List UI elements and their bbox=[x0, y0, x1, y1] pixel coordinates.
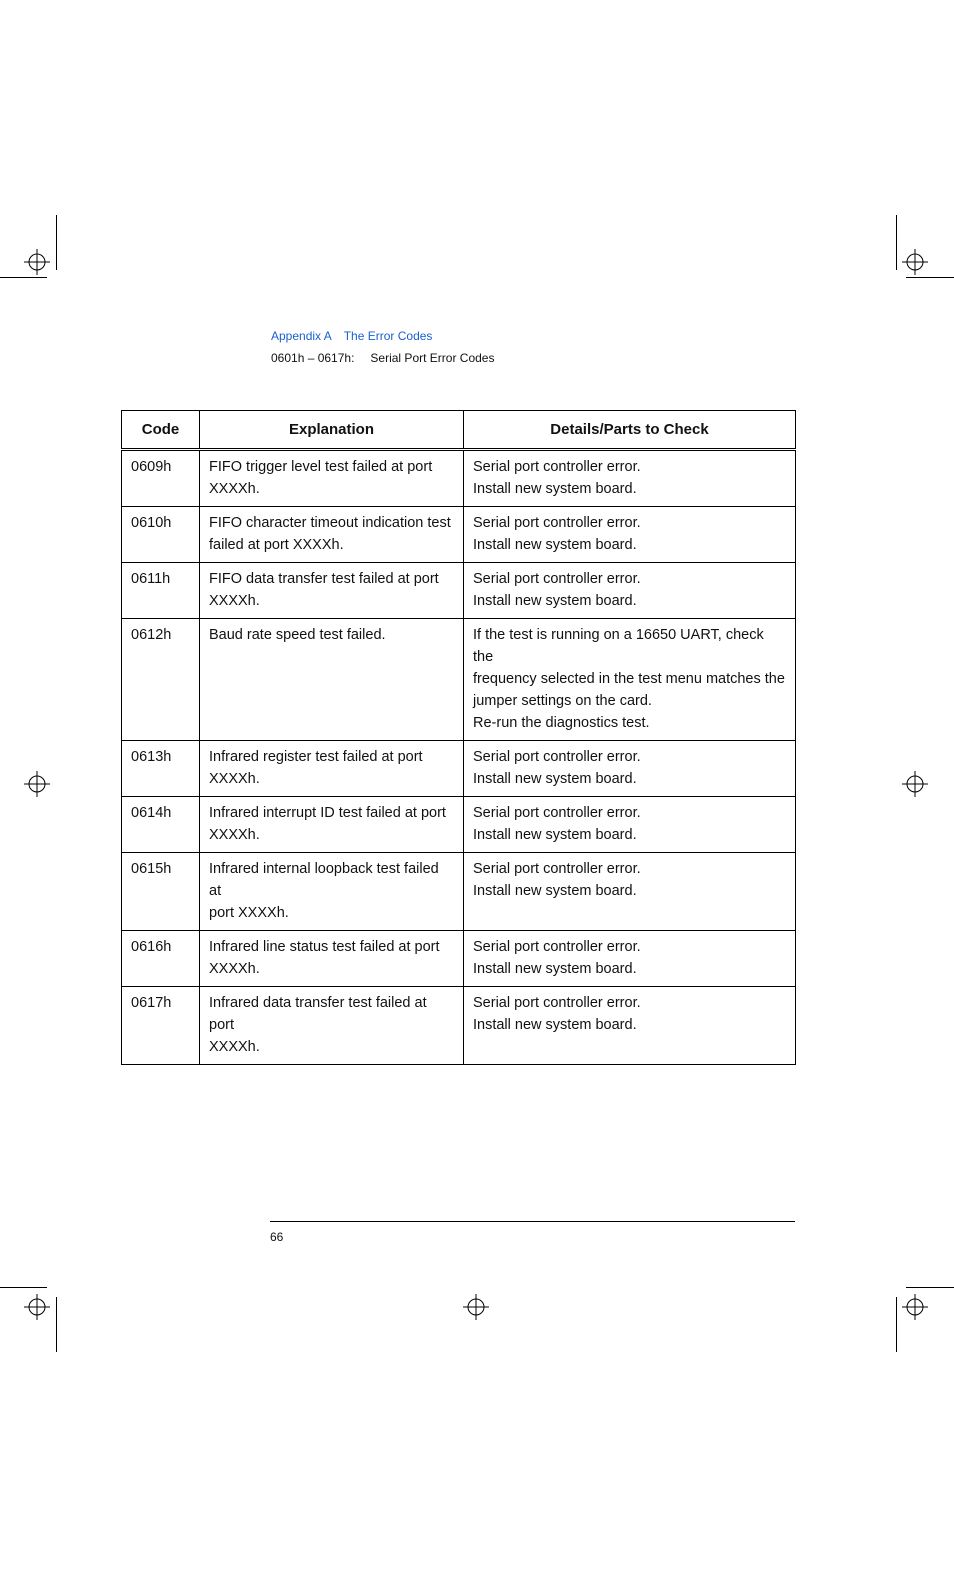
registration-mark-icon bbox=[24, 771, 50, 797]
registration-mark-icon bbox=[463, 1294, 489, 1320]
details-line: jumper settings on the card. bbox=[473, 693, 652, 709]
error-code-table bbox=[121, 410, 796, 1065]
explanation-line: FIFO character timeout indication test bbox=[209, 515, 451, 531]
explanation-line: Infrared data transfer test failed at port bbox=[209, 995, 427, 1033]
explanation-line: failed at port XXXXh. bbox=[209, 537, 344, 553]
explanation-line: XXXXh. bbox=[209, 481, 260, 497]
details-line: Install new system board. bbox=[473, 961, 637, 977]
explanation-line: Infrared internal loopback test failed at bbox=[209, 861, 439, 899]
details-line: Serial port controller error. bbox=[473, 805, 641, 821]
running-head-chapter bbox=[271, 329, 432, 343]
explanation-line: FIFO data transfer test failed at port bbox=[209, 571, 439, 587]
error-code: 0614h bbox=[122, 797, 200, 853]
table-row bbox=[122, 797, 796, 853]
error-explanation bbox=[200, 507, 464, 563]
error-details bbox=[464, 987, 796, 1065]
error-explanation bbox=[200, 450, 464, 507]
details-line: Serial port controller error. bbox=[473, 459, 641, 475]
explanation-line: XXXXh. bbox=[209, 771, 260, 787]
table-row bbox=[122, 853, 796, 931]
crop-mark bbox=[906, 1287, 954, 1288]
crop-mark bbox=[906, 277, 954, 278]
error-details bbox=[464, 619, 796, 741]
explanation-line: XXXXh. bbox=[209, 961, 260, 977]
registration-mark-icon bbox=[24, 249, 50, 275]
details-line: Install new system board. bbox=[473, 771, 637, 787]
error-code: 0616h bbox=[122, 931, 200, 987]
details-line: Serial port controller error. bbox=[473, 939, 641, 955]
registration-mark-icon bbox=[902, 771, 928, 797]
running-head-section bbox=[271, 351, 494, 365]
appendix-label: Appendix A bbox=[271, 329, 332, 343]
registration-mark-icon bbox=[24, 1294, 50, 1320]
registration-mark-icon bbox=[902, 1294, 928, 1320]
details-line: Install new system board. bbox=[473, 481, 637, 497]
details-line: Serial port controller error. bbox=[473, 995, 641, 1011]
details-line: If the test is running on a 16650 UART, check the bbox=[473, 627, 764, 665]
table-row bbox=[122, 507, 796, 563]
crop-mark bbox=[56, 1297, 57, 1352]
details-line: frequency selected in the test menu matches the bbox=[473, 671, 785, 687]
table-row bbox=[122, 450, 796, 507]
registration-mark-icon bbox=[902, 249, 928, 275]
header-code: Code bbox=[122, 411, 200, 450]
details-line: Install new system board. bbox=[473, 1017, 637, 1033]
error-explanation bbox=[200, 797, 464, 853]
explanation-line: port XXXXh. bbox=[209, 905, 289, 921]
appendix-title: The Error Codes bbox=[343, 329, 433, 343]
error-explanation bbox=[200, 619, 464, 741]
footer-rule bbox=[270, 1221, 795, 1222]
details-line: Serial port controller error. bbox=[473, 571, 641, 587]
error-explanation bbox=[200, 987, 464, 1065]
details-line: Install new system board. bbox=[473, 593, 637, 609]
error-details bbox=[464, 797, 796, 853]
section-title: Serial Port Error Codes bbox=[370, 351, 495, 365]
details-line: Serial port controller error. bbox=[473, 749, 641, 765]
explanation-line: XXXXh. bbox=[209, 827, 260, 843]
details-line: Install new system board. bbox=[473, 883, 637, 899]
error-details bbox=[464, 563, 796, 619]
table-row bbox=[122, 619, 796, 741]
table-row bbox=[122, 563, 796, 619]
table-row bbox=[122, 987, 796, 1065]
crop-mark bbox=[0, 277, 47, 278]
header-details: Details/Parts to Check bbox=[464, 411, 796, 450]
explanation-line: Infrared interrupt ID test failed at port bbox=[209, 805, 446, 821]
explanation-line: FIFO trigger level test failed at port bbox=[209, 459, 433, 475]
section-range: 0601h – 0617h: bbox=[271, 351, 355, 365]
table-header-row bbox=[122, 411, 796, 450]
error-details bbox=[464, 507, 796, 563]
crop-mark bbox=[896, 1297, 897, 1352]
error-explanation bbox=[200, 741, 464, 797]
explanation-line: Infrared register test failed at port bbox=[209, 749, 423, 765]
details-line: Serial port controller error. bbox=[473, 515, 641, 531]
header-explanation: Explanation bbox=[200, 411, 464, 450]
details-line: Re-run the diagnostics test. bbox=[473, 715, 650, 731]
error-details bbox=[464, 853, 796, 931]
error-explanation bbox=[200, 931, 464, 987]
crop-mark bbox=[0, 1287, 47, 1288]
error-code: 0612h bbox=[122, 619, 200, 741]
error-code: 0615h bbox=[122, 853, 200, 931]
details-line: Serial port controller error. bbox=[473, 861, 641, 877]
details-line: Install new system board. bbox=[473, 827, 637, 843]
crop-mark bbox=[896, 215, 897, 270]
error-code: 0611h bbox=[122, 563, 200, 619]
error-explanation bbox=[200, 853, 464, 931]
error-code: 0610h bbox=[122, 507, 200, 563]
crop-mark bbox=[56, 215, 57, 270]
explanation-line: XXXXh. bbox=[209, 593, 260, 609]
explanation-line: XXXXh. bbox=[209, 1039, 260, 1055]
error-details bbox=[464, 931, 796, 987]
details-line: Install new system board. bbox=[473, 537, 637, 553]
error-details bbox=[464, 450, 796, 507]
explanation-line: Baud rate speed test failed. bbox=[209, 627, 386, 643]
table-row bbox=[122, 741, 796, 797]
page-number: 66 bbox=[270, 1230, 284, 1244]
error-code: 0613h bbox=[122, 741, 200, 797]
error-code: 0609h bbox=[122, 450, 200, 507]
explanation-line: Infrared line status test failed at port bbox=[209, 939, 440, 955]
error-explanation bbox=[200, 563, 464, 619]
error-code: 0617h bbox=[122, 987, 200, 1065]
error-details bbox=[464, 741, 796, 797]
table-row bbox=[122, 931, 796, 987]
